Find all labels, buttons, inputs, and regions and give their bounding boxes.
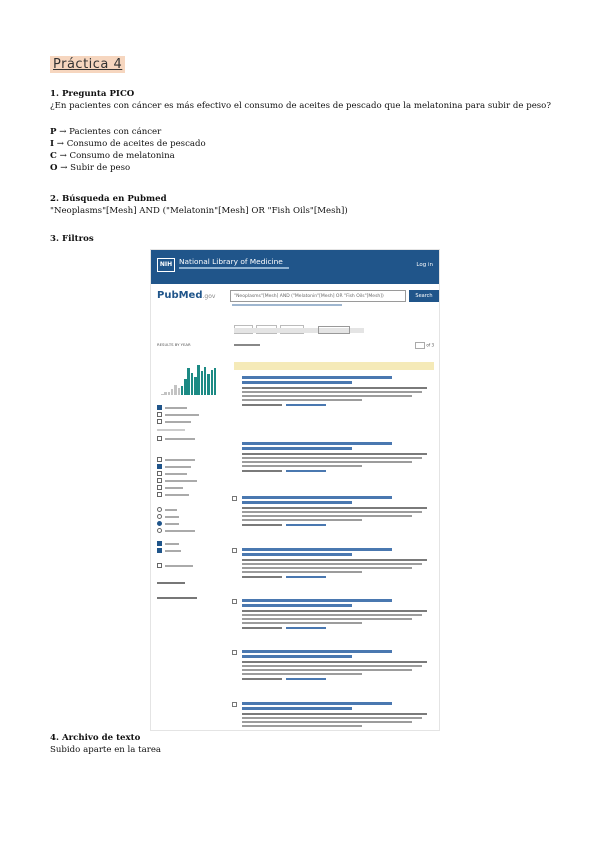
result-meta-line <box>242 453 427 455</box>
result-checkbox[interactable] <box>232 548 237 553</box>
result-meta-line <box>242 507 427 509</box>
pubmed-logo: PubMed.gov <box>157 290 216 301</box>
result-meta-line <box>242 571 362 573</box>
result-title-line[interactable] <box>242 548 392 551</box>
search-input[interactable]: "Neoplasms"[Mesh] AND ("Melatonin"[Mesh] OR "Fish Oils"[Mesh]) <box>230 290 406 302</box>
result-meta-line <box>242 661 427 663</box>
section-3-heading: 3. Filtros <box>50 234 94 244</box>
timeline-bar <box>171 389 174 395</box>
doc-title: Práctica 4 <box>50 56 125 73</box>
result-meta-line <box>242 391 422 393</box>
result-title-line[interactable] <box>242 702 392 705</box>
result-meta-line <box>242 673 362 675</box>
result-meta-line <box>242 515 412 517</box>
timeline-bar <box>211 370 214 396</box>
result-title-line[interactable] <box>242 599 392 602</box>
result-meta-line <box>242 511 422 513</box>
pager[interactable]: of 3 <box>415 342 434 349</box>
timeline-bar <box>168 392 171 395</box>
result-meta-line <box>242 519 362 521</box>
result-title-line[interactable] <box>242 650 392 653</box>
result-meta-line <box>242 622 362 624</box>
similar-articles-link[interactable] <box>286 404 326 406</box>
timeline-bar <box>197 365 200 395</box>
filter-abstract[interactable] <box>157 404 229 411</box>
similar-articles-link[interactable] <box>286 576 326 578</box>
result-meta-line <box>242 524 282 526</box>
additional-filters-link[interactable] <box>157 579 229 586</box>
filter-other-2[interactable] <box>157 491 229 498</box>
pico-c: C → Consumo de melatonina <box>50 151 175 161</box>
result-title-line[interactable] <box>242 381 352 384</box>
timeline-bar <box>164 392 167 395</box>
result-meta-line <box>242 465 362 467</box>
filter-free-full-text[interactable] <box>157 411 229 418</box>
timeline-bar <box>194 377 197 395</box>
similar-articles-link[interactable] <box>286 678 326 680</box>
result-meta-line <box>242 567 412 569</box>
pico-o: O → Subir de peso <box>50 163 131 173</box>
filter-english[interactable] <box>157 540 229 547</box>
result-meta-line <box>242 563 422 565</box>
filter-rct[interactable] <box>157 463 229 470</box>
pubmed-screenshot <box>150 249 440 731</box>
result-title-line[interactable] <box>242 442 392 445</box>
timeline-bar <box>181 386 184 395</box>
result-meta-line <box>242 669 412 671</box>
nih-logo: NIH <box>157 258 175 272</box>
radio-5-years[interactable] <box>157 513 229 520</box>
result-checkbox[interactable] <box>232 650 237 655</box>
filter-humans[interactable] <box>157 562 229 569</box>
timeline-bar <box>184 379 187 396</box>
timeline-bar <box>201 371 204 395</box>
similar-articles-link[interactable] <box>286 524 326 526</box>
radio-custom-range[interactable] <box>157 527 229 534</box>
result-meta-line <box>242 576 282 578</box>
pico-p: P → Pacientes con cáncer <box>50 127 162 137</box>
timeline-bar <box>178 388 181 396</box>
result-meta-line <box>242 559 427 561</box>
result-meta-line <box>242 399 362 401</box>
result-checkbox[interactable] <box>232 496 237 501</box>
result-meta-line <box>242 618 412 620</box>
filters-applied-banner <box>234 362 434 370</box>
radio-1-year[interactable] <box>157 506 229 513</box>
result-meta-line <box>242 678 282 680</box>
result-title-line[interactable] <box>242 501 352 504</box>
result-meta-line <box>242 627 282 629</box>
results-by-year-label: RESULTS BY YEAR <box>157 342 191 347</box>
advanced-links[interactable] <box>232 304 342 306</box>
timeline-bar <box>204 367 207 396</box>
result-meta-line <box>242 404 282 406</box>
filter-full-text[interactable] <box>157 418 229 425</box>
timeline-bar <box>161 394 164 396</box>
nlm-subtitle-line <box>179 267 289 269</box>
result-title-line[interactable] <box>242 376 392 379</box>
filters-sidebar <box>157 342 229 601</box>
result-meta-line <box>242 721 412 723</box>
result-title-line[interactable] <box>242 447 352 450</box>
result-meta-line <box>242 730 282 731</box>
title-wrap <box>50 53 125 72</box>
nlm-name: National Library of Medicine <box>179 257 283 266</box>
sort-select[interactable] <box>318 326 350 334</box>
action-tabs <box>234 316 307 324</box>
search-button[interactable]: Search <box>409 290 439 302</box>
result-title-line[interactable] <box>242 553 352 556</box>
filter-systematic-review[interactable] <box>157 477 229 484</box>
filter-meta-analysis[interactable] <box>157 456 229 463</box>
similar-articles-link[interactable] <box>286 470 326 472</box>
login-link[interactable]: Log in <box>416 262 433 268</box>
section-2-heading: 2. Búsqueda en Pubmed <box>50 194 167 204</box>
filter-group-label <box>157 425 229 435</box>
similar-articles-link[interactable] <box>286 730 326 731</box>
filter-other[interactable] <box>157 484 229 491</box>
search-query: "Neoplasms"[Mesh] AND ("Melatonin"[Mesh] OR "Fish Oils"[Mesh]) <box>50 206 348 216</box>
result-checkbox[interactable] <box>232 702 237 707</box>
timeline-bar <box>207 374 210 395</box>
result-meta-line <box>242 614 422 616</box>
section-1-heading: 1. Pregunta PICO <box>50 89 135 99</box>
results-timeline[interactable] <box>157 358 219 398</box>
result-title-line[interactable] <box>242 655 352 658</box>
pico-question: ¿En pacientes con cáncer es más efectivo el consumo de aceites de pescado que la melatonina para subir de peso? <box>50 101 551 111</box>
result-meta-line <box>242 717 422 719</box>
results-header <box>234 342 434 347</box>
filter-review[interactable] <box>157 470 229 477</box>
nlm-header <box>151 250 440 284</box>
pico-i: I → Consumo de aceites de pescado <box>50 139 206 149</box>
filter-clinical-trial[interactable] <box>157 435 229 442</box>
timeline-bar <box>191 373 194 396</box>
result-meta-line <box>242 725 362 727</box>
result-meta-line <box>242 665 422 667</box>
timeline-bar <box>214 368 217 395</box>
result-title-line[interactable] <box>242 707 352 710</box>
reset-filters-link[interactable] <box>157 594 229 601</box>
filter-spanish[interactable] <box>157 547 229 554</box>
file-note: Subido aparte en la tarea <box>50 745 162 755</box>
result-meta-line <box>242 387 427 389</box>
result-meta-line <box>242 457 422 459</box>
timeline-bar <box>187 368 190 395</box>
timeline-bar <box>174 385 177 396</box>
result-meta-line <box>242 610 427 612</box>
similar-articles-link[interactable] <box>286 627 326 629</box>
section-4-heading: 4. Archivo de texto <box>50 733 141 743</box>
result-meta-line <box>242 470 282 472</box>
result-meta-line <box>242 713 427 715</box>
result-meta-line <box>242 461 412 463</box>
radio-10-years[interactable] <box>157 520 229 527</box>
result-checkbox[interactable] <box>232 599 237 604</box>
result-title-line[interactable] <box>242 496 392 499</box>
result-meta-line <box>242 395 412 397</box>
result-title-line[interactable] <box>242 604 352 607</box>
results-count <box>234 342 434 347</box>
